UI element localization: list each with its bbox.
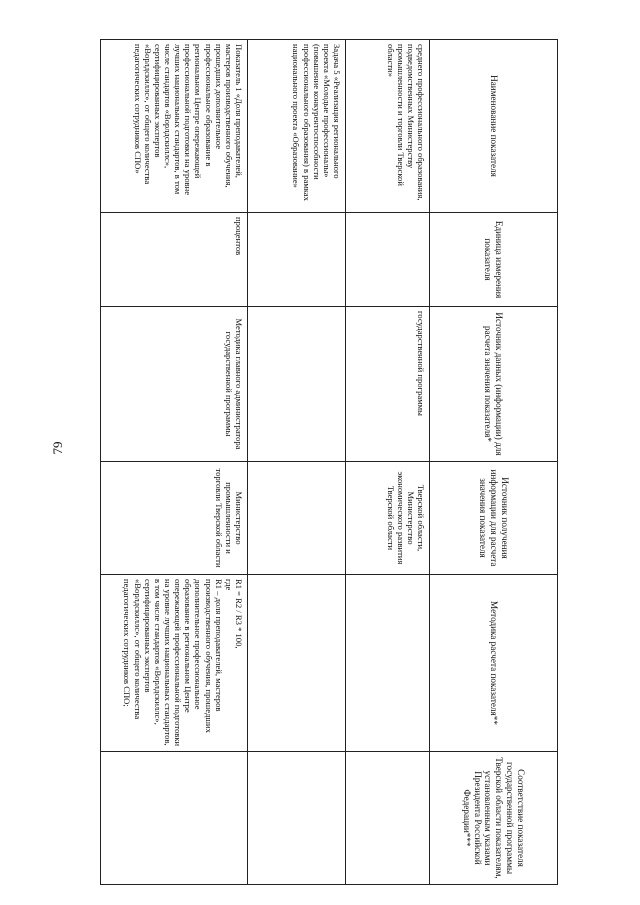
row1-conformity: [346, 752, 430, 885]
row2-data-source: [248, 307, 346, 462]
method-description: R1 – доля преподавателей, мастеров производственного обучения, прошедших дополнительное профессиональное образование в региональном Центре опережающей профессиональной подготовки на уровне лучших национальных стандартов, в том числе стандартов «Ворлдскиллс», сертифицированных экспертов «Ворлдскиллс», от общего количества педагогических сотрудников СПО;: [122, 579, 224, 747]
row1-unit: [346, 213, 430, 307]
row3-data-source: Методика главного администратора государственной программы: [101, 307, 248, 462]
header-name: Наименование показателя: [430, 40, 558, 213]
row2-method: [248, 575, 346, 752]
header-method: Методика расчета показателя**: [430, 575, 558, 752]
row1-method: [346, 575, 430, 752]
table-header-row: [430, 40, 558, 885]
header-info-source: Источник получения информации для расчета значения показателя: [430, 462, 558, 575]
method-where: где: [223, 579, 234, 591]
page-number: 79: [50, 441, 65, 455]
row2-info-source: [248, 462, 346, 575]
row3-method-cell: [101, 575, 248, 752]
row2-name: Задача 5 «Реализация регионального проекта «Молодые профессионалы» (повышение конкурентоспособности профессионального образования) в рамках национального проекта «Образование»: [248, 40, 346, 213]
header-data-source: Источник данных (информации) для расчета значения показателя*: [430, 307, 558, 462]
row3-name: Показатель 1 «Доля преподавателей, мастеров производственного обучения, прошедших дополнительное профессиональное образование в региональном Центре опережающей профессиональной подготовки на уровне лучших национальных стандартов, в том числе стандартов «Ворлдскиллс», сертифицированных экспертов «Ворлдскиллс», от общего количества педагогических сотрудников СПО»: [101, 40, 248, 213]
table-row: [248, 40, 346, 885]
row1-info-source: Тверской области, Министерство экономического развития Тверской области: [346, 462, 430, 575]
row1-data-source: государственной программы: [346, 307, 430, 462]
table-row: [101, 40, 248, 885]
method-formula: R1 = R2 / R3 * 100,: [234, 579, 244, 649]
row2-unit: [248, 213, 346, 307]
rotated-table-container: [100, 39, 558, 884]
indicators-table: [100, 39, 558, 885]
table-row: [346, 40, 430, 885]
row3-info-source: Министерство промышленности и торговли Тверской области: [101, 462, 248, 575]
header-conformity: Соответствие показателя государственной программы Тверской области показателям, установленным указами Президента Российской Федерации***: [430, 752, 558, 885]
row3-conformity: [101, 752, 248, 885]
header-unit: Единица измерения показателя: [430, 213, 558, 307]
row1-name: среднего профессионального образования, подведомственных Министерству промышленности и торговли Тверской области»: [346, 40, 430, 213]
row3-unit: процентов: [101, 213, 248, 307]
row2-conformity: [248, 752, 346, 885]
